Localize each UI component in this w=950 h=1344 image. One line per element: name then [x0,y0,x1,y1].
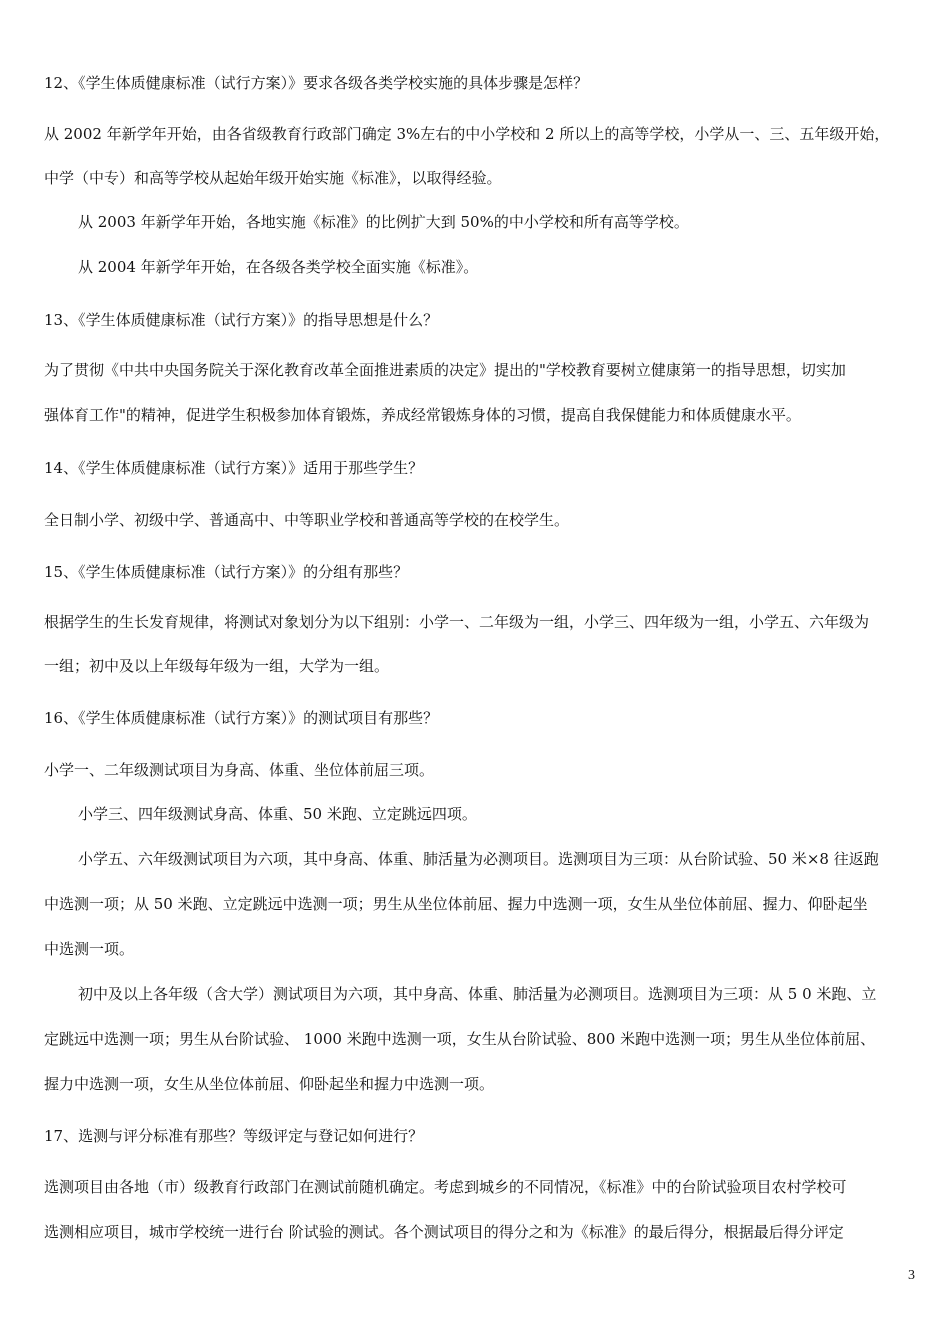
answer-14-line-1: 全日制小学、初级中学、普通高中、中等职业学校和普通高等学校的在校学生。 [44,511,570,529]
answer-17-line-2: 选测相应项目，城市学校统一进行台 阶试验的测试。各个测试项目的得分之和为《标准》的最后得分，根据最后得分评定 [44,1223,844,1241]
answer-16-line-7: 定跳远中选测一项；男生从台阶试验、 1000 米跑中选测一项，女生从台阶试验、800 米跑中选测一项；男生从坐位体前屈、 [44,1030,876,1048]
answer-16-line-6: 初中及以上各年级（含大学）测试项目为六项，其中身高、体重、肺活量为必测项目。选测项目为三项：从 5 0 米跑、立 [78,985,877,1003]
question-15-heading: 15、《学生体质健康标准（试行方案）》的分组有那些？ [44,563,409,581]
answer-16-line-3: 小学五、六年级测试项目为六项，其中身高、体重、肺活量为必测项目。选测项目为三项：从台阶试验、50 米×8 往返跑 [78,850,879,868]
answer-12-line-4: 从 2004 年新学年开始，在各级各类学校全面实施《标准》。 [78,258,479,276]
answer-13-line-1: 为了贯彻《中共中央国务院关于深化教育改革全面推进素质的决定》提出的"学校教育要树立健康第一的指导思想，切实加 [44,361,846,379]
page-number: 3 [908,1268,915,1283]
question-16-heading: 16、《学生体质健康标准（试行方案）》的测试项目有那些？ [44,709,439,727]
answer-17-line-1: 选测项目由各地（市）级教育行政部门在测试前随机确定。考虑到城乡的不同情况，《标准》中的台阶试验项目农村学校可 [44,1178,847,1196]
answer-16-line-1: 小学一、二年级测试项目为身高、体重、坐位体前屈三项。 [44,761,435,779]
answer-15-line-1: 根据学生的生长发育规律，将测试对象划分为以下组别：小学一、二年级为一组，小学三、四年级为一组，小学五、六年级为 [44,613,870,631]
answer-16-line-2: 小学三、四年级测试身高、体重、50 米跑、立定跳远四项。 [78,805,477,823]
answer-16-line-5: 中选测一项。 [44,940,135,958]
answer-12-line-3: 从 2003 年新学年开始，各地实施《标准》的比例扩大到 50%的中小学校和所有高等学校。 [78,213,689,231]
answer-12-line-2: 中学（中专）和高等学校从起始年级开始实施《标准》，以取得经验。 [44,169,502,187]
answer-16-line-4: 中选测一项；从 50 米跑、立定跳远中选测一项；男生从坐位体前屈、握力中选测一项，女生从坐位体前屈、握力、仰卧起坐 [44,895,868,913]
answer-16-line-8: 握力中选测一项，女生从坐位体前屈、仰卧起坐和握力中选测一项。 [44,1075,495,1093]
question-17-heading: 17、选测与评分标准有那些？等级评定与登记如何进行？ [44,1127,424,1145]
question-12-heading: 12、《学生体质健康标准（试行方案）》要求各级各类学校实施的具体步骤是怎样？ [44,74,589,92]
question-14-heading: 14、《学生体质健康标准（试行方案）》适用于那些学生？ [44,459,424,477]
answer-15-line-2: 一组；初中及以上年级每年级为一组，大学为一组。 [44,657,390,675]
answer-12-line-1: 从 2002 年新学年开始，由各省级教育行政部门确定 3%左右的中小学校和 2 所以上的高等学校，小学从一、三、五年级开始， [44,125,890,143]
question-13-heading: 13、《学生体质健康标准（试行方案）》的指导思想是什么？ [44,311,439,329]
answer-13-line-2: 强体育工作"的精神，促进学生积极参加体育锻炼，养成经常锻炼身体的习惯，提高自我保健能力和体质健康水平。 [44,406,801,424]
